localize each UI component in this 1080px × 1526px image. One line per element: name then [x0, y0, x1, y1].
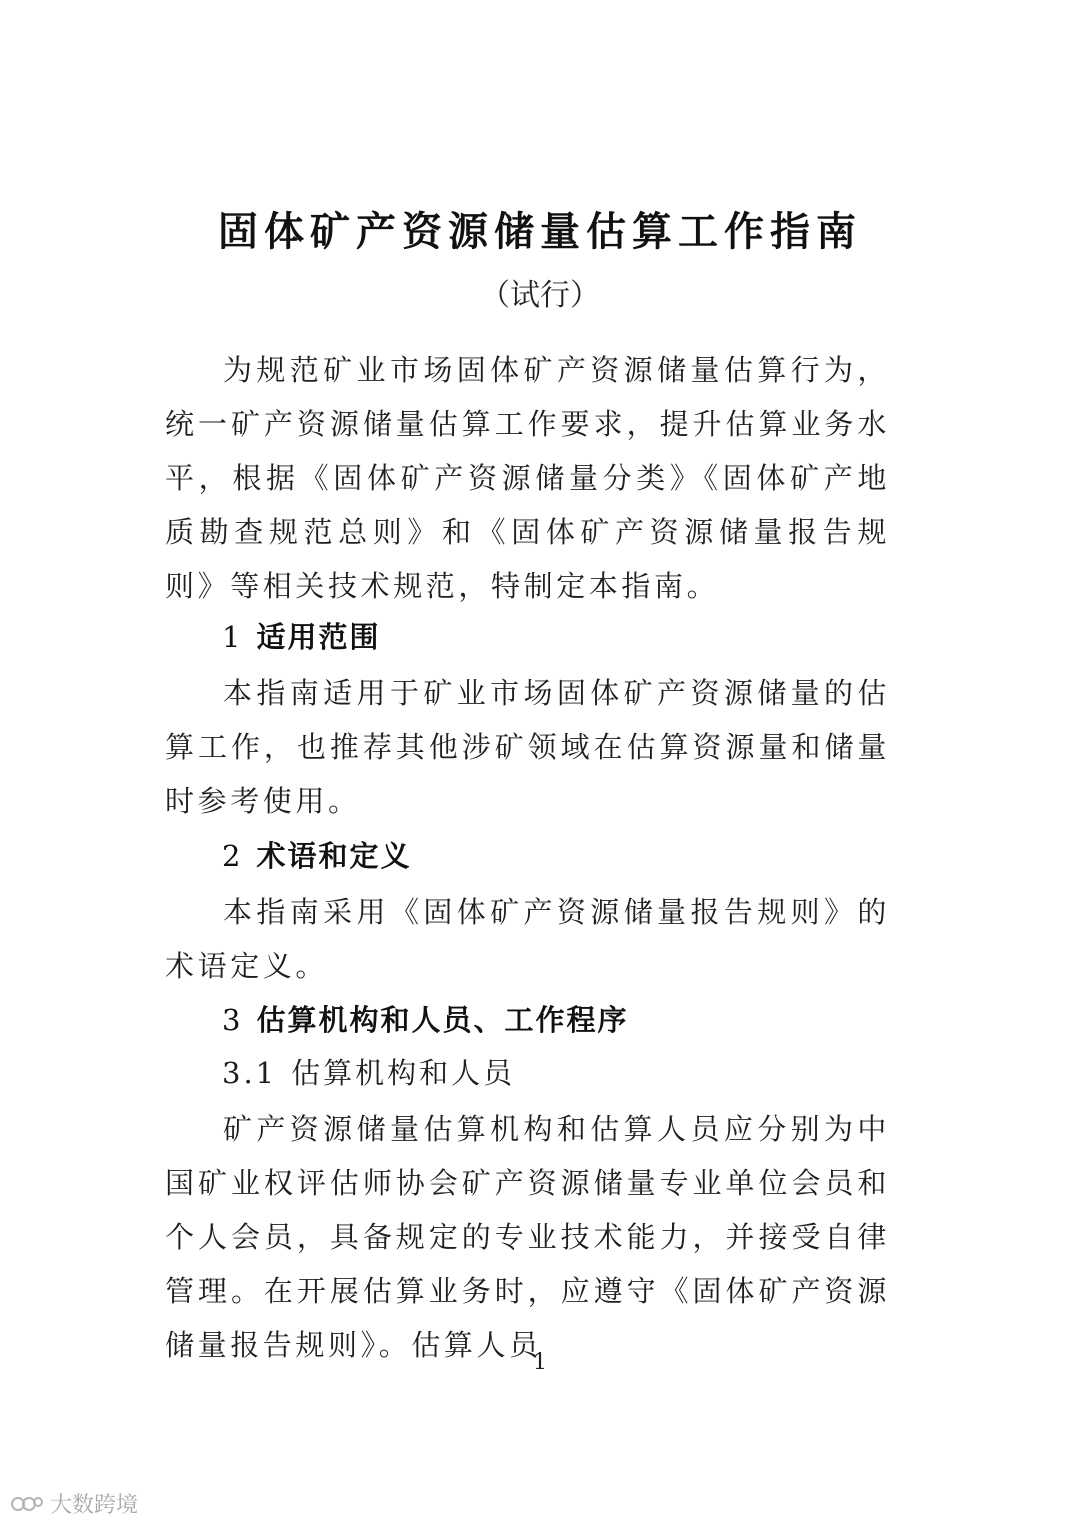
subsection-heading-3-1 — [222, 1046, 515, 1100]
subsection-body-3-1: 矿产资源储量估算机构和估算人员应分别为中国矿业权评估师协会矿产资源储量专业单位会员和个人会员，具备规定的专业技术能力，并接受自律管理。在开展估算业务时，应遵守《固体矿产资源储量报告规则》。估算人员 — [165, 1112, 890, 1362]
brand-logo-icon — [10, 1493, 44, 1515]
watermark — [10, 1488, 138, 1519]
section-heading-1 — [222, 610, 380, 664]
section-title: 术语和定义 — [256, 839, 412, 873]
section-number: 3 — [222, 1003, 243, 1037]
section-title: 适用范围 — [256, 620, 381, 654]
section-heading-3 — [222, 993, 628, 1047]
section-body-2: 本指南采用《固体矿产资源储量报告规则》的术语定义。 — [165, 895, 890, 983]
section-title: 估算机构和人员、工作程序 — [256, 1003, 629, 1037]
section-number: 1 — [222, 620, 243, 654]
subsection-title: 估算机构和人员 — [291, 1056, 516, 1090]
document-title: 固体矿产资源储量估算工作指南 — [218, 209, 862, 255]
section-body-1: 本指南适用于矿业市场固体矿产资源储量的估算工作，也推荐其他涉矿领域在估算资源量和储量时参考使用。 — [165, 676, 890, 818]
intro-paragraph: 为规范矿业市场固体矿产资源储量估算行为，统一矿产资源储量估算工作要求，提升估算业务水平，根据《固体矿产资源储量分类》《固体矿产地质勘查规范总则》和《固体矿产资源储量报告规则》等相关技术规范，特制定本指南。 — [165, 353, 890, 603]
watermark-text: 大数跨境 — [50, 1493, 139, 1518]
page-number: 1 — [533, 1350, 547, 1375]
subsection-number: 3.1 — [222, 1056, 278, 1090]
section-heading-2 — [222, 829, 411, 883]
document-subtitle: （试行） — [480, 278, 600, 313]
section-number: 2 — [222, 839, 243, 873]
